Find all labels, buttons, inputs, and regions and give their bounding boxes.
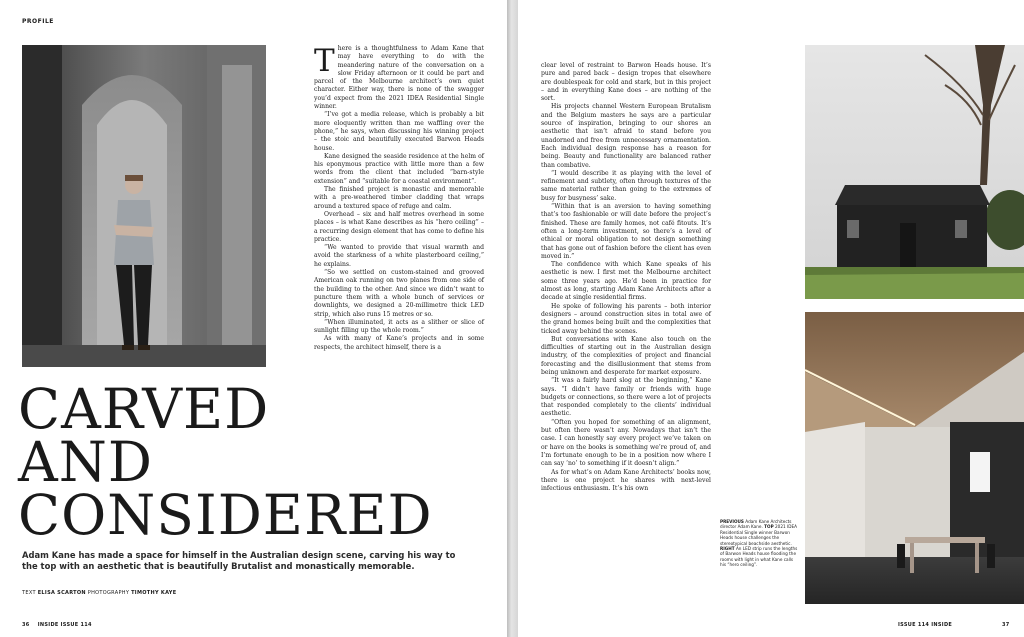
article-paragraph: “When illuminated, it acts as a slither or slice of sunlight filling up the whole room.” <box>314 318 484 335</box>
article-paragraph: clear level of restraint to Barwon Heads house. It’s pure and pared back – design tropes that elsewhere are doublespeak for cold and stark, but in this project – and in everything Kane does – are nothing of the sort. <box>541 62 711 103</box>
article-paragraph: But conversations with Kane also touch on the difficulties of starting out in the Australian design industry, of the complexities of project and financial forecasting and the disillusionment that stems from being unknown and desperate for market exposure. <box>541 335 711 376</box>
portrait-illustration <box>22 45 266 367</box>
interior-photo <box>805 312 1024 604</box>
publication-name: INSIDE ISSUE 114 <box>37 622 92 628</box>
interior-illustration <box>805 312 1024 604</box>
caption-text: An LED strip runs the lengths of Barwon Heads house flooding the rooms with light in what Kane calls his “hero ceiling”. <box>720 546 798 568</box>
portrait-photo <box>22 45 266 367</box>
article-column-2 <box>541 62 711 493</box>
article-paragraph: His projects channel Western European Brutalism and the Belgium masters he says are a particular source of inspiration, bringing to our shores an aesthetic that isn’t afraid to stand before you unadorned and free from unnecessary ornamentation. Each individual design response has a reason for being. Beauty and functionality are balanced rather than combative. <box>541 103 711 169</box>
article-paragraph: “So we settled on custom-stained and grooved American oak running on two planes from one side of the building to the other. And since we didn’t want to puncture them with a whole bunch of services or downlights, we designed a 20-millimetre thick LED strip, which also runs 15 metres or so. <box>314 269 484 318</box>
article-paragraph: He spoke of following his parents – both interior designers – around construction sites in total awe of the grand homes being built and the complexities that ticked away behind the scenes. <box>541 302 711 335</box>
credits <box>22 590 176 596</box>
drop-cap: T <box>314 43 335 79</box>
headline-line: CARVED <box>18 377 270 441</box>
article-paragraph: “I would describe it as playing with the level of refinement and subtlety, often through textures of the same material rather than going to the extremes of busy for busyness’ sake. <box>541 169 711 202</box>
article-paragraph: “Often you hoped for something of an alignment, but often there wasn’t any. Nowadays that isn’t the case. I can honestly say every project we’ve taken on or have on the books is something we’re proud of, and I’m fortunate enough to be in a position now where I can say ‘no’ to something if it doesn’t align.” <box>541 418 711 468</box>
house-exterior-illustration <box>805 45 1024 299</box>
photographer-name: TIMOTHY KAYE <box>131 590 177 596</box>
photo-caption <box>720 519 800 568</box>
writer-name: ELISA SCARTON <box>37 590 86 596</box>
right-page-number: 37 <box>1002 622 1010 628</box>
article-paragraph: “Within that is an aversion to having something that’s too fashionable or will date before the project’s finished. These are family homes, not café fitouts. It’s often a long-term investment, so there’s a level of ethical or moral obligation to not design something that has gone out of fashion before the client has even moved in.” <box>541 203 711 260</box>
headline-line: AND <box>18 430 153 494</box>
spine-gutter <box>507 0 518 637</box>
publication-name: ISSUE 114 INSIDE <box>898 622 953 628</box>
headline-line: CONSIDERED <box>18 483 433 547</box>
article-paragraph: The finished project is monastic and memorable with a pre-weathered timber cladding that wraps around a textured space of refuge and calm. <box>314 186 484 210</box>
article-paragraph: The confidence with which Kane speaks of his aesthetic is new. I first met the Melbourne architect some three years ago. He’d been in practice for almost as long, starting Adam Kane Architects after a decade at single residential firms. <box>541 261 711 302</box>
caption-text: Adam Kane Architects director Adam Kane. <box>720 519 792 530</box>
right-folio <box>898 622 952 628</box>
article-paragraph: As for what’s on Adam Kane Architects’ books now, there is one project he shares with next-level infectious enthusiasm. It’s his own <box>541 468 711 493</box>
article-paragraph: “It was a fairly hard slog at the beginning,” Kane says. “I didn’t have family or friends with huge budgets or connections, so there were a lot of projects that responded completely to the clients’ individual aesthetic. <box>541 377 711 418</box>
page-number: 36 <box>22 622 30 628</box>
article-paragraph: “I’ve got a media release, which is probably a bit more eloquently written than me waffling over the phone,” he says, when discussing his winning project – the stoic and beautifully executed Barwon Heads house. <box>314 111 484 152</box>
article-paragraph: As with many of Kane’s projects and in some respects, the architect himself, there is a <box>314 335 484 351</box>
article-paragraph: Kane designed the seaside residence at the helm of his eponymous practice with little more than a few words from the client that included “barn-style extension” and “suitable for a coastal environment”. <box>314 152 484 185</box>
standfirst: Adam Kane has made a space for himself in the Australian design scene, carving his way to the top with an aesthetic that is beautifully Brutalist and monastically memorable. <box>22 550 456 571</box>
headline <box>18 377 488 547</box>
article-paragraph: Overhead – six and half metres overhead in some places – is what Kane describes as his “hero ceiling” – a recurring design element that has come to define his practice. <box>314 210 484 243</box>
caption-label: RIGHT <box>720 546 735 552</box>
house-exterior-photo <box>805 45 1024 299</box>
article-paragraph: “We wanted to provide that visual warmth and avoid the starkness of a white plasterboard ceiling,” he explains. <box>314 244 484 268</box>
caption-text: 2021 IDEA Residential Single winner Barwon Heads house challenges the stereotypical beachside aesthetic. <box>720 524 797 546</box>
left-page <box>0 0 507 637</box>
article-column-1 <box>314 45 484 352</box>
caption-label: TOP <box>764 524 774 530</box>
section-label: PROFILE <box>22 18 54 25</box>
caption-label: PREVIOUS <box>720 519 744 524</box>
left-folio <box>22 622 92 628</box>
article-paragraph: here is a thoughtfulness to Adam Kane that may have everything to do with the meandering nature of the conversation on a slow Friday afternoon or it could be part and parcel of the Melbourne architect’s own quiet character. Either way, there is none of the swagger you’d expect from the 2021 IDEA Residential Single winner. <box>314 45 484 111</box>
text-credit-label: TEXT <box>22 590 36 596</box>
photo-credit-label: PHOTOGRAPHY <box>87 590 130 596</box>
